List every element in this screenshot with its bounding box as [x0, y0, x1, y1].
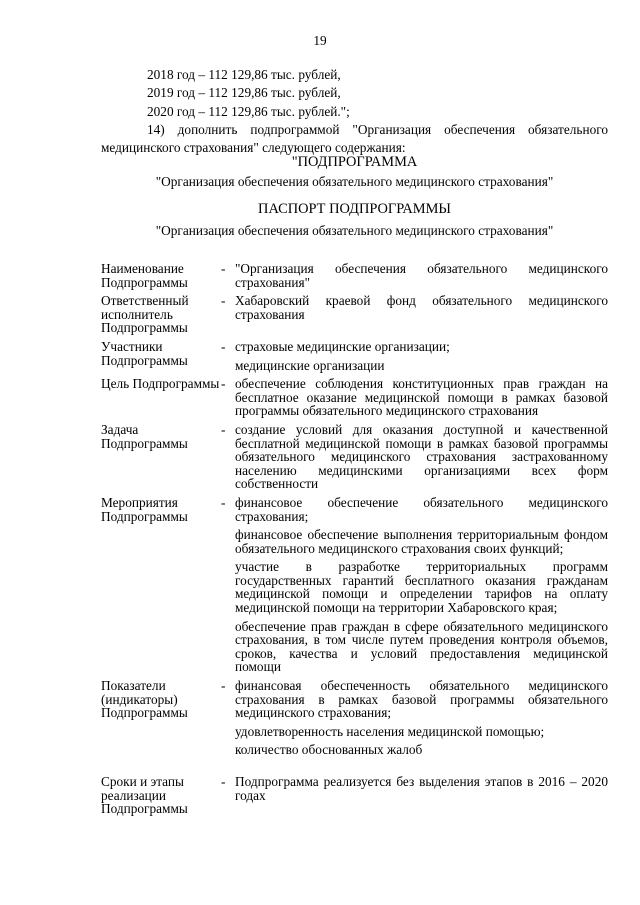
page-number: 19	[313, 33, 327, 48]
subprogram-name: "Организация обеспечения обязательного медицинского страхования"	[155, 173, 554, 189]
passport-row-name	[101, 262, 608, 289]
intro-line-2020: 2020 год – 112 129,86 тыс. рублей.";	[147, 103, 350, 119]
row-value: финансовое обеспечение выполнения территориальным фондом обязательного медицинского страхования своих функций;	[235, 527, 608, 556]
passport-row-terms	[101, 775, 608, 816]
intro-line-2018: 2018 год – 112 129,86 тыс. рублей,	[147, 67, 341, 82]
row-label: Показатели (индикаторы) Подпрограммы	[101, 678, 188, 721]
passport-heading: ПАСПОРТ ПОДПРОГРАММЫ	[258, 201, 451, 217]
row-label: Мероприятия Подпрограммы	[101, 494, 188, 524]
passport-row-goal	[101, 377, 608, 418]
row-value: удовлетворенность населения медицинской помощью;	[235, 723, 545, 739]
passport-table	[101, 262, 608, 821]
row-label: Задача Подпрограммы	[101, 421, 188, 451]
passport-row-executor	[101, 294, 608, 335]
row-label: Ответственный исполнитель Подпрограммы	[101, 293, 189, 336]
row-dash: -	[221, 376, 226, 392]
row-value: медицинские организации	[235, 357, 385, 373]
row-dash: -	[221, 421, 226, 437]
row-value: создание условий для оказания доступной и качественной бесплатной медицинской помощи в рамках базовой программы обязательного медицинского страхования застрахованному населению медицинскими организациями всех форм собственности	[235, 421, 608, 492]
intro-line-2019: 2019 год – 112 129,86 тыс. рублей,	[147, 85, 341, 101]
row-dash: -	[221, 338, 226, 354]
intro-item-14: 14) дополнить подпрограммой "Организация обеспечения обязательного медицинского страхования" следующего содержания:	[101, 121, 608, 156]
row-label: Цель Подпрограммы	[101, 376, 220, 392]
passport-row-measures	[101, 496, 608, 674]
row-value: Хабаровский краевой фонд обязательного медицинского страхования	[235, 293, 608, 322]
row-value: финансовое обеспечение обязательного медицинского страхования;	[235, 494, 608, 524]
passport-row-participants	[101, 340, 608, 372]
row-value: Подпрограмма реализуется без выделения этапов в 2016 – 2020 годах	[235, 774, 608, 803]
passport-name: "Организация обеспечения обязательного медицинского страхования"	[155, 222, 554, 238]
row-dash: -	[221, 494, 226, 510]
row-dash: -	[221, 678, 226, 694]
passport-row-indicators	[101, 679, 608, 757]
row-dash: -	[221, 261, 226, 276]
row-value: обеспечение соблюдения конституционных прав граждан на бесплатное оказание медицинской помощи в рамках базовой программы обязательного медицинского страхования	[235, 376, 608, 419]
subprogram-heading: "ПОДПРОГРАММА	[291, 154, 418, 170]
row-value: "Организация обеспечения обязательного медицинского страхования"	[235, 261, 608, 290]
row-label: Сроки и этапы реализации Подпрограммы	[101, 774, 188, 817]
titles-block	[101, 153, 608, 240]
row-dash: -	[221, 774, 226, 789]
row-value: обеспечение прав граждан в сфере обязательного медицинского страхования, в том числе путем проведения контроля объемов, сроков, качества и условий предоставления медицинской помощи	[235, 618, 608, 675]
row-value: страховые медицинские организации;	[235, 338, 450, 354]
row-value: количество обоснованных жалоб	[235, 742, 423, 758]
row-label: Наименование Подпрограммы	[101, 261, 188, 290]
row-value: финансовая обеспеченность обязательного медицинского страхования в рамках базовой программы обязательного медицинского страхования;	[235, 678, 608, 721]
row-value: участие в разработке территориальных программ государственных гарантий бесплатного оказания гражданам медицинской помощи и определении тарифов на оплату медицинской помощи на территории Хабаровского края;	[235, 559, 608, 616]
row-dash: -	[221, 293, 226, 309]
passport-row-task	[101, 423, 608, 491]
row-label: Участники Подпрограммы	[101, 338, 188, 368]
intro-block	[101, 66, 608, 157]
